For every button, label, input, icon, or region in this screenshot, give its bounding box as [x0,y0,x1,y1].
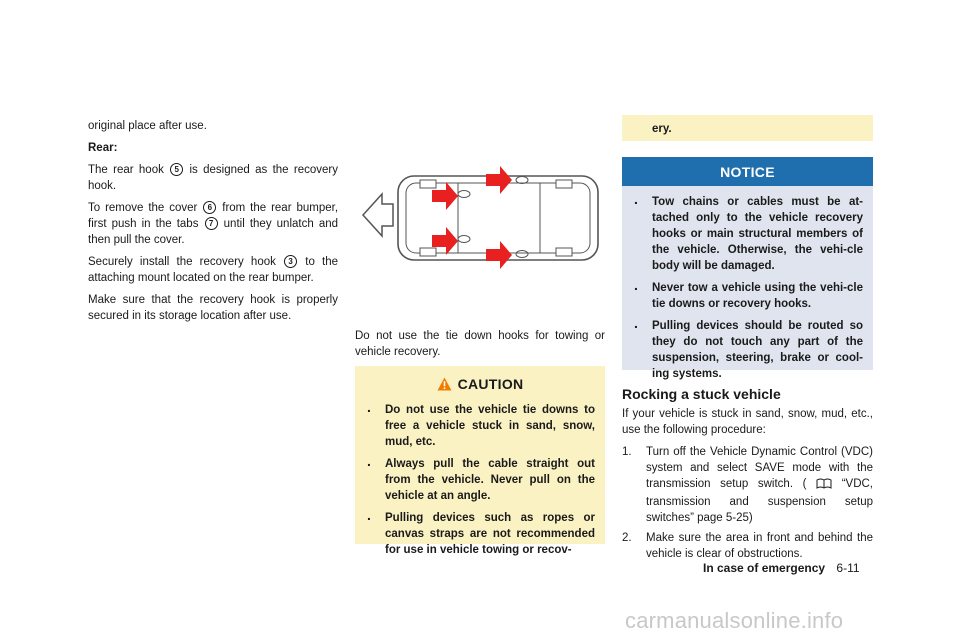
caution-continuation: ery. [622,115,873,141]
list-item: . Pulling devices such as ropes or canvas straps are not recommended for use in vehicle towing or recov- [367,510,595,558]
page-number: 6-11 [836,561,860,575]
paragraph-install-hook: Securely install the recovery hook 3 to the attaching mount located on the rear bumper. [88,256,339,284]
tie-down-note: Do not use the tie down hooks for towing or vehicle recovery. [355,330,605,358]
procedure-steps [622,444,873,562]
warning-icon [437,377,452,394]
list-item: . Do not use the vehicle tie downs to free a vehicle stuck in sand, snow, mud, etc. [367,402,595,450]
list-item: . Always pull the cable straight out from the vehicle. Never pull on the vehicle at an angle. [367,456,595,504]
list-item: . Pulling devices should be routed so they do not touch any part of the suspension, steering, brake or cool-ing systems. [634,318,863,382]
callout-3: 3 [284,255,297,268]
callout-6: 6 [203,201,216,214]
rear-hook-section [88,118,338,330]
notice-header: NOTICE [622,157,873,186]
section-title: Rocking a stuck vehicle [622,386,781,402]
tie-down-illustration [360,150,605,300]
notice-list [622,194,873,382]
rear-heading: Rear: [88,142,118,154]
callout-7: 7 [205,217,218,230]
caution-box [355,366,605,556]
notice-box [622,157,873,380]
tie-down-diagram [360,150,605,300]
page-footer [703,561,860,575]
list-item: 1. Turn off the Vehicle Dynamic Control (VDC) system and select SAVE mode with the transmission setup switch. ( “VDC, transmission and suspension setup switches” page 5-25) [622,446,873,524]
watermark: carmanualsonline.info [625,608,844,633]
list-item: . Tow chains or cables must be at-tached only to the vehicle recovery hooks or main structural members of the vehicle. Otherwise, the vehi-cle body will be damaged. [634,194,863,274]
caution-header: CAUTION [355,376,605,394]
list-item: 2. Make sure the area in front and behind the vehicle is clear of obstructions. [622,532,873,560]
paragraph-remove-cover: To remove the cover 6 from the rear bumper, first push in the tabs 7 until they unlatch and then pull the cover. [88,202,339,246]
rocking-procedure [622,406,873,566]
vehicle-outline-icon [398,176,598,260]
procedure-intro: If your vehicle is stuck in sand, snow, mud, etc., use the following procedure: [622,408,873,436]
paragraph-secure-hook: Make sure that the recovery hook is properly secured in its storage location after use. [88,294,338,322]
caution-list [355,402,605,558]
reference-book-icon [816,478,832,494]
list-item: . Never tow a vehicle using the vehi-cle tie downs or recovery hooks. [634,280,863,312]
front-direction-arrow-icon [363,194,393,236]
paragraph-continued: original place after use. [88,120,207,132]
paragraph-rear-hook: The rear hook 5 is designed as the recovery hook. [88,164,338,192]
footer-section: In case of emergency [703,561,826,575]
tie-down-note-block [355,328,605,366]
tie-down-arrow-icons [432,166,512,269]
callout-5: 5 [170,163,183,176]
